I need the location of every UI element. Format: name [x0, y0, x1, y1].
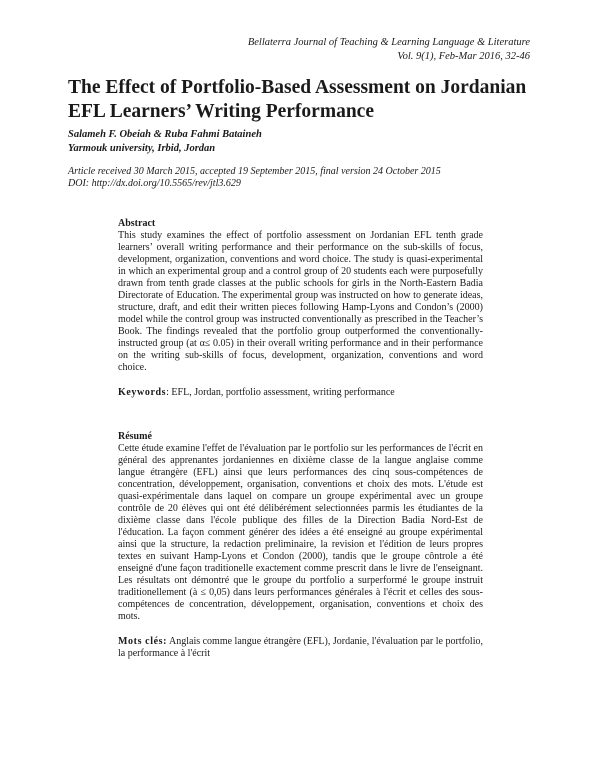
resume-section: [118, 431, 483, 660]
article-history: [68, 166, 441, 190]
keywords-label: Keywords: [118, 387, 167, 398]
author-affiliation: Yarmouk university, Irbid, Jordan: [68, 143, 216, 154]
journal-header: [248, 36, 530, 64]
mots-cles-list: Anglais comme langue étrangère (EFL), Jordanie, l'évaluation par le portfolio, la performance à l'écrit: [118, 636, 483, 659]
resume-keywords: [118, 636, 483, 660]
journal-name: Bellaterra Journal of Teaching & Learning Language & Literature: [247, 37, 530, 48]
abstract-keywords: [118, 387, 483, 399]
journal-volume: Vol. 9(1), Feb-Mar 2016, 32-46: [397, 51, 530, 62]
abstract-text: This study examines the effect of portfolio assessment on Jordanian EFL tenth grade learners’ overall writing performance and their performance on the sub-skills of focus, development, organization, conventions and word choice. The study is quasi-experimental in which an experimental group and a control group of 20 students each were purposefully drawn from tenth grade classes at the public schools for girls in the North-Eastern Badia Directorate of Education. The experimental group was instructed on how to generate ideas, structure, draft, and edit their written pieces following Hamp-Lyons and Condon’s (2000) model while the control group was instructed conventionally as prescribed in the Teacher’s Book. The findings revealed that the portfolio group outperformed the conventionally-instructed group (at α≤ 0.05) in their overall writing performance and in their performance on the writing sub-skills of focus, development, organization, conventions and word choice.: [118, 230, 483, 373]
resume-text: Cette étude examine l'effet de l'évaluation par le portfolio sur les performances de l'écrit en général des apprenantes jordaniennes en dixième classe de la langue anglaise comme langue étrangère (EFL) ainsi que leurs performances des cinq sous-compétences de concentration, développement, organisation, conventions et choix des mots. L'étude est quasi-expérimentale dans laquel on compare un groupe expérimental avec un groupe contrôle de 20 élèves qui ont été délibérément selectionnées parmis les étudiantes de la dixième classe dans l'école publique des filles de la Direction Badia Nord-Est de l'éducation. La façon comment générer des idées a été enseigné au groupe expérimental ainsi que la structure, la redaction preliminaire, la revision et l'édition de leurs propres textes en suivant Hamp-Lyons et Condon (2000), tandis que le groupe côntrole a été enseigné d'une façon traditionelle exactement comme prescrit dans le livre de l'enseignant. Les résultats ont démontré que le groupe du portfolio a surperformé le groupe instruit traditionellement (à ≤ 0,05) dans leurs performances générales à l'écrit et celles des sous-compétences de concentration, développement, organisation, conventions et choix des mots.: [118, 443, 483, 622]
received-dates: Article received 30 March 2015, accepted 19 September 2015, final version 24 October 2015: [68, 166, 441, 177]
resume-heading: Résumé: [118, 431, 152, 442]
mots-cles-label: Mots clés:: [118, 636, 168, 647]
author-names: Salameh F. Obeiah & Ruba Fahmi Bataineh: [68, 129, 262, 140]
doi-link[interactable]: DOI: http://dx.doi.org/10.5565/rev/jtl3.629: [68, 178, 241, 189]
abstract-heading: Abstract: [118, 218, 156, 229]
keywords-list: : EFL, Jordan, portfolio assessment, writing performance: [166, 387, 395, 398]
author-block: [68, 128, 262, 156]
article-title: The Effect of Portfolio-Based Assessment on Jordanian EFL Learners’ Writing Performance: [68, 77, 527, 122]
abstract-section: [118, 218, 483, 399]
